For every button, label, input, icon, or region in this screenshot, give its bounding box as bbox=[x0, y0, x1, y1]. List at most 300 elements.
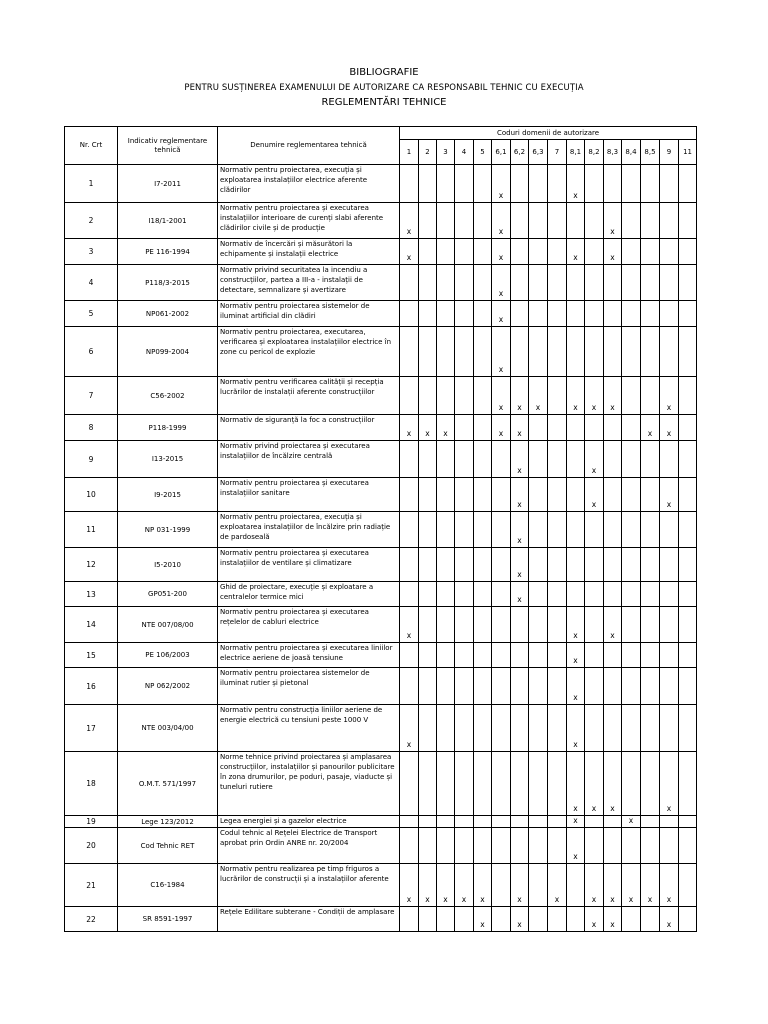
domain-cell bbox=[529, 705, 548, 752]
table-row bbox=[65, 478, 697, 512]
domain-mark: x bbox=[622, 864, 641, 907]
row-denumire: Rețele Edilitare subterane - Condiții de amplasare bbox=[218, 907, 400, 932]
domain-cell bbox=[660, 668, 679, 705]
table-row bbox=[65, 239, 697, 265]
domain-mark: x bbox=[622, 816, 641, 828]
domain-cell bbox=[548, 705, 567, 752]
domain-cell bbox=[679, 415, 697, 441]
row-indicativ: NP 031-1999 bbox=[118, 512, 218, 548]
domain-cell bbox=[567, 203, 585, 239]
row-number: 5 bbox=[65, 301, 118, 327]
domain-mark: x bbox=[400, 203, 419, 239]
domain-cell bbox=[548, 607, 567, 643]
row-indicativ: SR 8591-1997 bbox=[118, 907, 218, 932]
domain-cell bbox=[437, 643, 455, 668]
domain-mark: x bbox=[492, 415, 511, 441]
row-number: 21 bbox=[65, 864, 118, 907]
domain-cell bbox=[400, 265, 419, 301]
domain-cell bbox=[548, 165, 567, 203]
domain-cell bbox=[660, 828, 679, 864]
domain-cell bbox=[622, 907, 641, 932]
domain-cell bbox=[622, 668, 641, 705]
row-denumire: Normativ pentru proiectarea și executarea instalațiilor de ventilare și climatizare bbox=[218, 548, 400, 582]
domain-cell bbox=[511, 239, 529, 265]
domain-cell bbox=[660, 582, 679, 607]
domain-cell bbox=[660, 816, 679, 828]
domain-cell bbox=[474, 301, 492, 327]
domain-cell bbox=[492, 478, 511, 512]
domain-cell bbox=[567, 582, 585, 607]
domain-cell bbox=[400, 816, 419, 828]
domain-cell bbox=[455, 301, 474, 327]
domain-cell bbox=[604, 512, 622, 548]
domain-cell bbox=[679, 668, 697, 705]
row-number: 8 bbox=[65, 415, 118, 441]
domain-mark: x bbox=[437, 415, 455, 441]
domain-cell bbox=[604, 301, 622, 327]
domain-cell bbox=[548, 301, 567, 327]
domain-header: 8,5 bbox=[641, 140, 660, 165]
row-number: 22 bbox=[65, 907, 118, 932]
table-row bbox=[65, 828, 697, 864]
domain-cell bbox=[455, 548, 474, 582]
row-indicativ: I5-2010 bbox=[118, 548, 218, 582]
domain-mark: x bbox=[641, 415, 660, 441]
domain-cell bbox=[474, 752, 492, 816]
domain-cell bbox=[567, 301, 585, 327]
domain-cell bbox=[492, 828, 511, 864]
domain-cell bbox=[437, 441, 455, 478]
domain-cell bbox=[660, 512, 679, 548]
domain-cell bbox=[567, 327, 585, 377]
domain-cell bbox=[492, 607, 511, 643]
table-row bbox=[65, 668, 697, 705]
row-denumire: Normativ pentru proiectarea și executarea instalațiilor sanitare bbox=[218, 478, 400, 512]
domain-cell bbox=[679, 607, 697, 643]
domain-cell bbox=[419, 668, 437, 705]
domain-cell bbox=[529, 828, 548, 864]
row-indicativ: PE 116-1994 bbox=[118, 239, 218, 265]
domain-mark: x bbox=[567, 816, 585, 828]
domain-mark: x bbox=[511, 548, 529, 582]
header-nr: Nr. Crt bbox=[65, 127, 118, 165]
table-row bbox=[65, 752, 697, 816]
domain-mark: x bbox=[660, 864, 679, 907]
domain-mark: x bbox=[419, 864, 437, 907]
domain-cell bbox=[622, 239, 641, 265]
row-denumire: Codul tehnic al Rețelei Electrice de Transport aprobat prin Ordin ANRE nr. 20/2004 bbox=[218, 828, 400, 864]
domain-cell bbox=[529, 864, 548, 907]
domain-mark: x bbox=[604, 907, 622, 932]
domain-cell bbox=[400, 582, 419, 607]
domain-cell bbox=[437, 301, 455, 327]
domain-cell bbox=[622, 415, 641, 441]
domain-cell bbox=[622, 582, 641, 607]
table-row bbox=[65, 415, 697, 441]
domain-cell bbox=[679, 816, 697, 828]
domain-cell bbox=[604, 327, 622, 377]
header-denumire: Denumire reglementarea tehnică bbox=[218, 127, 400, 165]
row-indicativ: PE 106/2003 bbox=[118, 643, 218, 668]
table-row bbox=[65, 907, 697, 932]
domain-cell bbox=[641, 828, 660, 864]
domain-cell bbox=[437, 705, 455, 752]
domain-cell bbox=[437, 907, 455, 932]
row-denumire: Ghid de proiectare, execuție și exploatare a centralelor termice mici bbox=[218, 582, 400, 607]
domain-cell bbox=[474, 582, 492, 607]
domain-cell bbox=[679, 643, 697, 668]
domain-cell bbox=[437, 165, 455, 203]
domain-cell bbox=[419, 441, 437, 478]
domain-cell bbox=[437, 607, 455, 643]
domain-cell bbox=[567, 907, 585, 932]
domain-cell bbox=[437, 265, 455, 301]
domain-cell bbox=[400, 828, 419, 864]
table-row bbox=[65, 165, 697, 203]
row-indicativ: NP 062/2002 bbox=[118, 668, 218, 705]
domain-cell bbox=[400, 643, 419, 668]
domain-mark: x bbox=[604, 864, 622, 907]
domain-cell bbox=[529, 327, 548, 377]
domain-cell bbox=[641, 441, 660, 478]
domain-cell bbox=[511, 643, 529, 668]
domain-cell bbox=[419, 907, 437, 932]
domain-cell bbox=[660, 643, 679, 668]
domain-mark: x bbox=[604, 377, 622, 415]
domain-cell bbox=[641, 478, 660, 512]
domain-cell bbox=[679, 705, 697, 752]
table-row bbox=[65, 548, 697, 582]
domain-cell bbox=[529, 548, 548, 582]
row-denumire: Normativ pentru proiectarea și executarea rețelelor de cabluri electrice bbox=[218, 607, 400, 643]
domain-mark: x bbox=[604, 203, 622, 239]
domain-cell bbox=[474, 607, 492, 643]
domain-cell bbox=[641, 239, 660, 265]
row-number: 4 bbox=[65, 265, 118, 301]
domain-cell bbox=[585, 165, 604, 203]
domain-cell bbox=[585, 301, 604, 327]
row-indicativ: NP099-2004 bbox=[118, 327, 218, 377]
table-row bbox=[65, 816, 697, 828]
domain-mark: x bbox=[585, 752, 604, 816]
domain-cell bbox=[585, 203, 604, 239]
domain-cell bbox=[679, 828, 697, 864]
domain-cell bbox=[660, 548, 679, 582]
table-row bbox=[65, 705, 697, 752]
domain-mark: x bbox=[567, 668, 585, 705]
row-denumire: Normativ pentru proiectarea, execuția și exploatarea instalațiilor electrice aferente clădirilor bbox=[218, 165, 400, 203]
domain-cell bbox=[529, 607, 548, 643]
domain-cell bbox=[529, 582, 548, 607]
document-subtitle-2: REGLEMENTĂRI TEHNICE bbox=[321, 97, 447, 108]
domain-cell bbox=[679, 752, 697, 816]
row-indicativ: I13-2015 bbox=[118, 441, 218, 478]
row-number: 11 bbox=[65, 512, 118, 548]
domain-cell bbox=[529, 643, 548, 668]
domain-cell bbox=[455, 752, 474, 816]
domain-cell bbox=[511, 705, 529, 752]
domain-cell bbox=[474, 441, 492, 478]
domain-cell bbox=[492, 816, 511, 828]
domain-cell bbox=[679, 548, 697, 582]
domain-cell bbox=[604, 441, 622, 478]
domain-cell bbox=[548, 265, 567, 301]
domain-mark: x bbox=[660, 377, 679, 415]
domain-cell bbox=[585, 668, 604, 705]
domain-mark: x bbox=[585, 441, 604, 478]
table-row bbox=[65, 607, 697, 643]
domain-cell bbox=[529, 265, 548, 301]
domain-cell bbox=[455, 668, 474, 705]
domain-mark: x bbox=[511, 415, 529, 441]
domain-cell bbox=[437, 582, 455, 607]
domain-mark: x bbox=[660, 752, 679, 816]
domain-cell bbox=[455, 377, 474, 415]
domain-mark: x bbox=[567, 828, 585, 864]
domain-mark: x bbox=[567, 377, 585, 415]
domain-cell bbox=[400, 548, 419, 582]
domain-cell bbox=[567, 478, 585, 512]
domain-cell bbox=[585, 582, 604, 607]
domain-cell bbox=[474, 239, 492, 265]
domain-cell bbox=[679, 907, 697, 932]
domain-cell bbox=[419, 165, 437, 203]
domain-cell bbox=[474, 643, 492, 668]
domain-mark: x bbox=[585, 864, 604, 907]
domain-cell bbox=[419, 512, 437, 548]
row-number: 12 bbox=[65, 548, 118, 582]
domain-cell bbox=[400, 441, 419, 478]
row-denumire: Normativ pentru verificarea calității și recepția lucrărilor de instalații aferente construcțiilor bbox=[218, 377, 400, 415]
row-denumire: Normativ de siguranță la foc a construcțiilor bbox=[218, 415, 400, 441]
domain-cell bbox=[529, 415, 548, 441]
domain-cell bbox=[585, 548, 604, 582]
domain-cell bbox=[400, 478, 419, 512]
domain-cell bbox=[419, 377, 437, 415]
domain-cell bbox=[419, 239, 437, 265]
domain-cell bbox=[529, 239, 548, 265]
row-denumire: Normativ pentru proiectarea, executarea, verificarea și exploatarea instalațiilor electrice în zone cu pericol de explozie bbox=[218, 327, 400, 377]
row-number: 17 bbox=[65, 705, 118, 752]
domain-mark: x bbox=[400, 239, 419, 265]
domain-cell bbox=[641, 301, 660, 327]
domain-mark: x bbox=[437, 864, 455, 907]
domain-cell bbox=[529, 165, 548, 203]
domain-cell bbox=[604, 816, 622, 828]
header-domains-group: Coduri domenii de autorizare bbox=[400, 127, 697, 140]
domain-cell bbox=[660, 203, 679, 239]
domain-header: 8,4 bbox=[622, 140, 641, 165]
domain-cell bbox=[455, 816, 474, 828]
row-indicativ: I7-2011 bbox=[118, 165, 218, 203]
domain-cell bbox=[492, 643, 511, 668]
domain-mark: x bbox=[511, 377, 529, 415]
domain-cell bbox=[455, 415, 474, 441]
domain-cell bbox=[567, 441, 585, 478]
domain-cell bbox=[511, 327, 529, 377]
domain-cell bbox=[437, 752, 455, 816]
domain-cell bbox=[585, 327, 604, 377]
row-number: 7 bbox=[65, 377, 118, 415]
domain-cell bbox=[511, 752, 529, 816]
row-number: 15 bbox=[65, 643, 118, 668]
domain-header: 2 bbox=[419, 140, 437, 165]
row-denumire: Normativ pentru proiectarea sistemelor de iluminat artificial din clădiri bbox=[218, 301, 400, 327]
domain-cell bbox=[455, 239, 474, 265]
domain-cell bbox=[641, 816, 660, 828]
domain-cell bbox=[419, 548, 437, 582]
domain-cell bbox=[474, 828, 492, 864]
domain-cell bbox=[455, 582, 474, 607]
domain-cell bbox=[400, 752, 419, 816]
domain-mark: x bbox=[511, 441, 529, 478]
row-denumire: Normativ de încercări și măsurători la echipamente și instalații electrice bbox=[218, 239, 400, 265]
domain-cell bbox=[567, 512, 585, 548]
domain-cell bbox=[622, 705, 641, 752]
domain-cell bbox=[474, 377, 492, 415]
domain-cell bbox=[622, 512, 641, 548]
domain-cell bbox=[641, 607, 660, 643]
domain-mark: x bbox=[511, 907, 529, 932]
domain-cell bbox=[474, 265, 492, 301]
domain-cell bbox=[492, 441, 511, 478]
domain-cell bbox=[455, 265, 474, 301]
domain-mark: x bbox=[492, 265, 511, 301]
domain-cell bbox=[622, 548, 641, 582]
domain-cell bbox=[492, 907, 511, 932]
domain-cell bbox=[548, 377, 567, 415]
domain-cell bbox=[455, 907, 474, 932]
domain-cell bbox=[492, 864, 511, 907]
domain-cell bbox=[548, 478, 567, 512]
domain-cell bbox=[641, 752, 660, 816]
domain-cell bbox=[511, 165, 529, 203]
row-denumire: Normativ pentru proiectarea și executarea liniilor electrice aeriene de joasă tensiune bbox=[218, 643, 400, 668]
domain-cell bbox=[641, 327, 660, 377]
domain-cell bbox=[511, 301, 529, 327]
domain-cell bbox=[604, 478, 622, 512]
domain-cell bbox=[548, 415, 567, 441]
row-number: 2 bbox=[65, 203, 118, 239]
domain-mark: x bbox=[474, 864, 492, 907]
row-indicativ: NP061-2002 bbox=[118, 301, 218, 327]
domain-cell bbox=[529, 441, 548, 478]
domain-cell bbox=[679, 478, 697, 512]
domain-cell bbox=[548, 548, 567, 582]
domain-cell bbox=[529, 203, 548, 239]
domain-mark: x bbox=[492, 203, 511, 239]
row-indicativ: Lege 123/2012 bbox=[118, 816, 218, 828]
domain-mark: x bbox=[585, 907, 604, 932]
row-number: 16 bbox=[65, 668, 118, 705]
domain-cell bbox=[548, 816, 567, 828]
domain-cell bbox=[604, 582, 622, 607]
domain-mark: x bbox=[567, 705, 585, 752]
domain-cell bbox=[604, 415, 622, 441]
domain-cell bbox=[660, 165, 679, 203]
domain-cell bbox=[660, 441, 679, 478]
domain-cell bbox=[455, 203, 474, 239]
header-indicativ: Indicativ reglementare tehnică bbox=[118, 127, 218, 165]
domain-cell bbox=[622, 643, 641, 668]
domain-cell bbox=[641, 907, 660, 932]
domain-cell bbox=[474, 548, 492, 582]
domain-cell bbox=[400, 377, 419, 415]
domain-cell bbox=[548, 327, 567, 377]
domain-mark: x bbox=[567, 239, 585, 265]
domain-mark: x bbox=[492, 239, 511, 265]
domain-cell bbox=[529, 752, 548, 816]
domain-cell bbox=[437, 203, 455, 239]
domain-mark: x bbox=[419, 415, 437, 441]
row-indicativ: O.M.T. 571/1997 bbox=[118, 752, 218, 816]
domain-cell bbox=[585, 816, 604, 828]
row-indicativ: I18/1-2001 bbox=[118, 203, 218, 239]
domain-cell bbox=[437, 828, 455, 864]
row-indicativ: I9-2015 bbox=[118, 478, 218, 512]
domain-cell bbox=[679, 512, 697, 548]
row-number: 19 bbox=[65, 816, 118, 828]
row-number: 18 bbox=[65, 752, 118, 816]
domain-cell bbox=[660, 301, 679, 327]
domain-mark: x bbox=[604, 239, 622, 265]
domain-cell bbox=[474, 816, 492, 828]
domain-cell bbox=[548, 441, 567, 478]
row-indicativ: P118-1999 bbox=[118, 415, 218, 441]
domain-cell bbox=[474, 203, 492, 239]
domain-cell bbox=[641, 265, 660, 301]
domain-cell bbox=[585, 607, 604, 643]
table-row bbox=[65, 441, 697, 478]
row-number: 6 bbox=[65, 327, 118, 377]
row-number: 14 bbox=[65, 607, 118, 643]
domain-cell bbox=[492, 668, 511, 705]
domain-cell bbox=[585, 415, 604, 441]
domain-cell bbox=[437, 548, 455, 582]
domain-cell bbox=[641, 643, 660, 668]
domain-cell bbox=[585, 265, 604, 301]
domain-mark: x bbox=[511, 864, 529, 907]
domain-cell bbox=[419, 327, 437, 377]
domain-cell bbox=[604, 705, 622, 752]
domain-cell bbox=[419, 301, 437, 327]
domain-mark: x bbox=[492, 327, 511, 377]
domain-cell bbox=[455, 441, 474, 478]
domain-cell bbox=[529, 907, 548, 932]
domain-mark: x bbox=[660, 478, 679, 512]
domain-header: 7 bbox=[548, 140, 567, 165]
domain-cell bbox=[419, 203, 437, 239]
domain-mark: x bbox=[492, 377, 511, 415]
domain-cell bbox=[567, 415, 585, 441]
table-row bbox=[65, 203, 697, 239]
row-number: 10 bbox=[65, 478, 118, 512]
domain-cell bbox=[400, 907, 419, 932]
domain-cell bbox=[585, 643, 604, 668]
domain-cell bbox=[604, 828, 622, 864]
table-row bbox=[65, 582, 697, 607]
domain-cell bbox=[622, 828, 641, 864]
domain-cell bbox=[455, 705, 474, 752]
domain-cell bbox=[455, 478, 474, 512]
domain-cell bbox=[474, 478, 492, 512]
row-denumire: Normativ pentru proiectarea sistemelor de iluminat rutier și pietonal bbox=[218, 668, 400, 705]
domain-cell bbox=[511, 265, 529, 301]
domain-cell bbox=[511, 816, 529, 828]
domain-cell bbox=[585, 239, 604, 265]
domain-cell bbox=[622, 377, 641, 415]
row-denumire: Normativ pentru proiectarea, execuția și exploatarea instalațiilor de încălzire prin radiație de pardoseală bbox=[218, 512, 400, 548]
